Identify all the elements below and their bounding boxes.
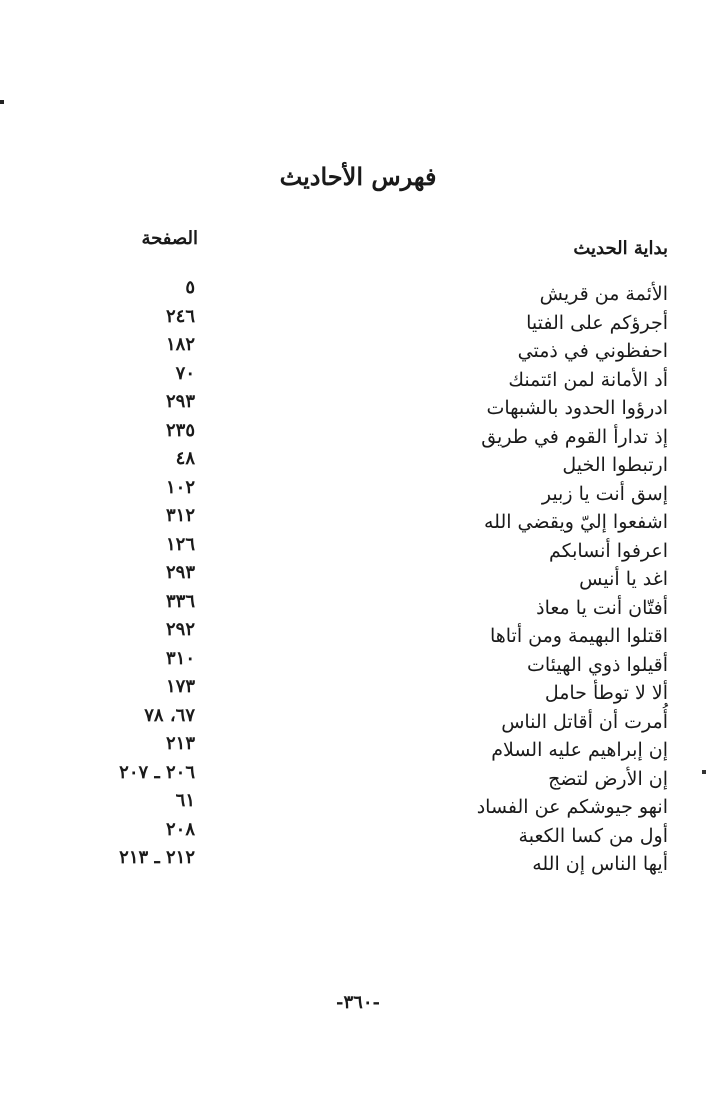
hadith-text: أيها الناس إن الله (532, 853, 668, 875)
index-row (0, 847, 716, 879)
hadith-text: اغد يا أنيس (579, 568, 668, 590)
page-number: ٢١٣ (165, 733, 195, 754)
page-number: ٢١٢ ـ ٢١٣ (119, 847, 195, 868)
page-number: ١٠٢ (165, 476, 195, 498)
hadith-index-list (0, 277, 716, 879)
hadith-text: اقتلوا البهيمة ومن أتاها (489, 625, 668, 647)
page-number: ٢٩٣ (165, 562, 195, 583)
hadith-text: إسق أنت يا زبير (541, 482, 668, 505)
page-number: ٢٩٣ (165, 391, 195, 412)
hadith-text: ادرؤوا الحدود بالشبهات (486, 397, 668, 419)
page-number: ١٨٢ (165, 334, 195, 355)
page-number: ٥ (185, 277, 195, 298)
page-number: ٢٩٢ (165, 619, 195, 640)
page-number: ٣١٢ (165, 505, 195, 526)
hadith-text: الأئمة من قريش (539, 283, 668, 305)
hadith-text: ألا لا توطأ حامل (544, 682, 668, 704)
page-number: ٢٠٦ ـ ٢٠٧ (119, 761, 195, 783)
page-number: ١٧٣ (165, 676, 195, 697)
hadith-text: أفتّان أنت يا معاذ (536, 596, 668, 619)
page-number: ٦١ (175, 790, 195, 811)
page-number: ٧٠ (175, 362, 195, 384)
hadith-text: أد الأمانة لمن ائتمنك (508, 368, 668, 391)
hadith-text: إن الأرض لتضج (548, 767, 668, 790)
column-header-hadith: بداية الحديث (573, 238, 668, 259)
page-number: ٣٣٦ (165, 590, 195, 612)
scan-mark (0, 100, 4, 104)
hadith-text: احفظوني في ذمتي (517, 340, 668, 362)
page-number: ٤٨ (175, 448, 195, 469)
page-number: ٣١٠ (165, 647, 195, 669)
column-header-page: الصفحة (141, 228, 198, 249)
page-number: ٢٣٥ (165, 419, 195, 441)
hadith-text: إن إبراهيم عليه السلام (491, 739, 668, 761)
page-title: فهرس الأحاديث (279, 162, 437, 191)
page-number: ١٢٦ (165, 533, 195, 555)
page-number: ٢٠٨ (165, 818, 195, 840)
hadith-text: انهو جيوشكم عن الفساد (476, 796, 668, 818)
page-number: ٦٧، ٧٨ (144, 704, 195, 726)
page-number: ٢٤٦ (165, 305, 195, 327)
page-number-footer: -٣٦٠- (336, 992, 380, 1013)
hadith-text: أقيلوا ذوي الهيئات (526, 653, 668, 676)
hadith-text: أول من كسا الكعبة (518, 824, 668, 847)
hadith-text: ارتبطوا الخيل (562, 454, 668, 476)
hadith-text: اعرفوا أنسابكم (548, 539, 668, 562)
hadith-text: اشفعوا إليّ ويقضي الله (483, 511, 668, 533)
hadith-text: إذ تدارأ القوم في طريق (481, 425, 668, 448)
hadith-text: أجرؤكم على الفتيا (526, 311, 668, 334)
hadith-text: أُمرت أن أقاتل الناس (501, 710, 668, 733)
